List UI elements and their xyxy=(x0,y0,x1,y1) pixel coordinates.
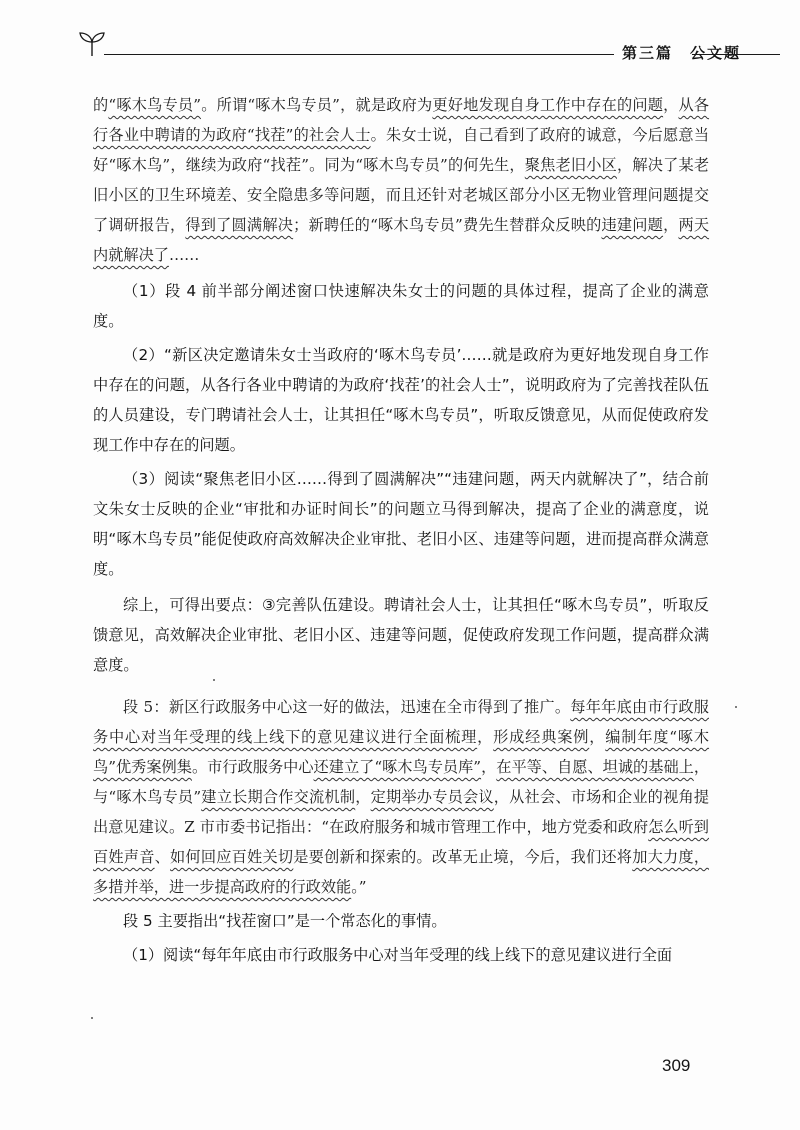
text-run: 是要创新和探索的。改革无止境，今后，我们还将 xyxy=(293,848,633,866)
wavy-underlined-phrase: 加大力度，多措并举，进一步提高政府的行政效能 xyxy=(93,848,710,896)
wavy-underlined-phrase: 在平等、自愿、坦诚的基础上 xyxy=(496,758,694,776)
text-run: …… xyxy=(168,246,200,264)
paragraph xyxy=(93,464,709,584)
wavy-underlined-phrase: “啄木鸟专员” xyxy=(108,96,201,114)
text-run: （1）段 4 前半部分阐述窗口快速解决朱女士的问题的具体过程，提高了企业的满意度。 xyxy=(93,282,709,330)
wavy-underlined-phrase: 形成经典案例 xyxy=(493,728,590,746)
scan-speck xyxy=(213,679,215,681)
wavy-underlined-phrase: 违建问题 xyxy=(601,216,664,234)
paragraph xyxy=(93,940,709,970)
text-run: ， xyxy=(477,728,494,746)
wavy-underlined-phrase: 得到了圆满解决 xyxy=(185,216,294,234)
text-run: ， xyxy=(481,758,497,776)
running-header xyxy=(78,28,780,62)
text-run: ， xyxy=(663,96,679,114)
text-run: （1）阅读“每年年底由市行政服务中心对当年受理的线上线下的意见建议进行全面 xyxy=(123,946,673,964)
text-run: 。朱女士说，自己看到了政府的诚意，今后愿意当好“啄木鸟”，继续为政府“找茬”。同为“啄木鸟专员”的何先生， xyxy=(93,126,710,174)
paragraph xyxy=(93,340,709,460)
sprout-icon xyxy=(78,28,106,58)
paragraph xyxy=(93,590,709,680)
text-run: ；新聘任的“啄木鸟专员”费先生替群众反映的 xyxy=(293,216,602,234)
wavy-underlined-phrase: 两天内就解决了 xyxy=(93,216,710,264)
paragraph xyxy=(93,276,709,336)
wavy-underlined-phrase: 还建立了“啄木鸟专员库” xyxy=(313,758,482,776)
wavy-underlined-phrase: 更好地发现自身工作中存在的问题 xyxy=(432,96,664,114)
text-run: ， xyxy=(663,216,679,234)
paragraph xyxy=(93,692,709,902)
wavy-underlined-phrase: 怎么听到百姓声音 xyxy=(93,818,709,866)
text-run: 。所谓“啄木鸟专员”，就是政府为 xyxy=(201,96,433,114)
header-rule-right xyxy=(692,54,780,55)
text-run: ， xyxy=(355,788,371,806)
section-title: 第三篇 公文题 xyxy=(622,44,742,62)
wavy-underlined-phrase: 建立长期合作交流机制 xyxy=(201,788,356,806)
text-run: 段 5：新区行政服务中心这一好的做法，迅速在全市得到了推广。 xyxy=(123,698,571,716)
text-run: 。” xyxy=(351,878,367,896)
text-run: （3）阅读“聚焦老旧小区……得到了圆满解决”“违建问题，两天内就解决了”，结合前文朱女士反映的企业“审批和办证时间长”的问题立马得到解决，提高了企业的满意度，说明“啄木鸟专员”能促使政府高效解决企业审批、老旧小区、违建等问题，进而提高群众满意度。 xyxy=(93,470,709,578)
text-run: ，与“啄木鸟专员” xyxy=(93,758,710,806)
text-run: 、 xyxy=(154,848,171,866)
text-run: ，从社会、市场和企业的视角提出意见建议。Z 市市委书记指出：“在政府服务和城市管理工作中，地方党委和政府 xyxy=(93,788,710,836)
header-rule-left xyxy=(104,54,614,55)
paragraph xyxy=(93,906,709,936)
text-run: 的 xyxy=(93,96,109,114)
text-run: 综上，可得出要点：③完善队伍建设。聘请社会人士，让其担任“啄木鸟专员”，听取反馈意见，高效解决企业审批、老旧小区、违建等问题，促使政府发现工作问题，提高群众满意度。 xyxy=(93,596,709,674)
wavy-underlined-phrase: 每年年底由市行政服务中心对当年受理的线上线下的意见建议进行全面梳理 xyxy=(93,698,709,746)
text-run: ， xyxy=(589,728,606,746)
wavy-underlined-phrase: 编制年度“啄木鸟”优秀案例集 xyxy=(93,728,710,776)
paragraph xyxy=(93,90,709,270)
wavy-underlined-phrase: 聚焦老旧小区 xyxy=(524,156,617,174)
text-run: （2）“新区决定邀请朱女士当政府的‘啄木鸟专员’……就是政府为更好地发现自身工作中存在的问题，从各行各业中聘请的为政府‘找茬’的社会人士”，说明政府为了完善找茬队伍的人员建设，专门聘请社会人士，让其担任“啄木鸟专员”，听取反馈意见，从而促使政府发现工作中存在的问题。 xyxy=(93,346,709,454)
page-number: 309 xyxy=(662,1056,691,1075)
scan-speck xyxy=(735,706,737,708)
wavy-underlined-phrase: 定期举办专员会议 xyxy=(370,788,494,806)
wavy-underlined-phrase: 从各行各业中聘请的为政府“找茬”的社会人士 xyxy=(93,96,710,144)
text-run: 段 5 主要指出“找茬窗口”是一个常态化的事情。 xyxy=(123,912,447,930)
body-text xyxy=(93,90,709,970)
wavy-underlined-phrase: 如何回应百姓关切 xyxy=(170,848,294,866)
text-run: 。市行政服务中心 xyxy=(191,758,314,776)
text-run: ，解决了某老旧小区的卫生环境差、安全隐患多等问题，而且还针对老城区部分小区无物业管理问题提交了调研报告， xyxy=(93,156,710,234)
scan-speck xyxy=(91,1017,93,1019)
